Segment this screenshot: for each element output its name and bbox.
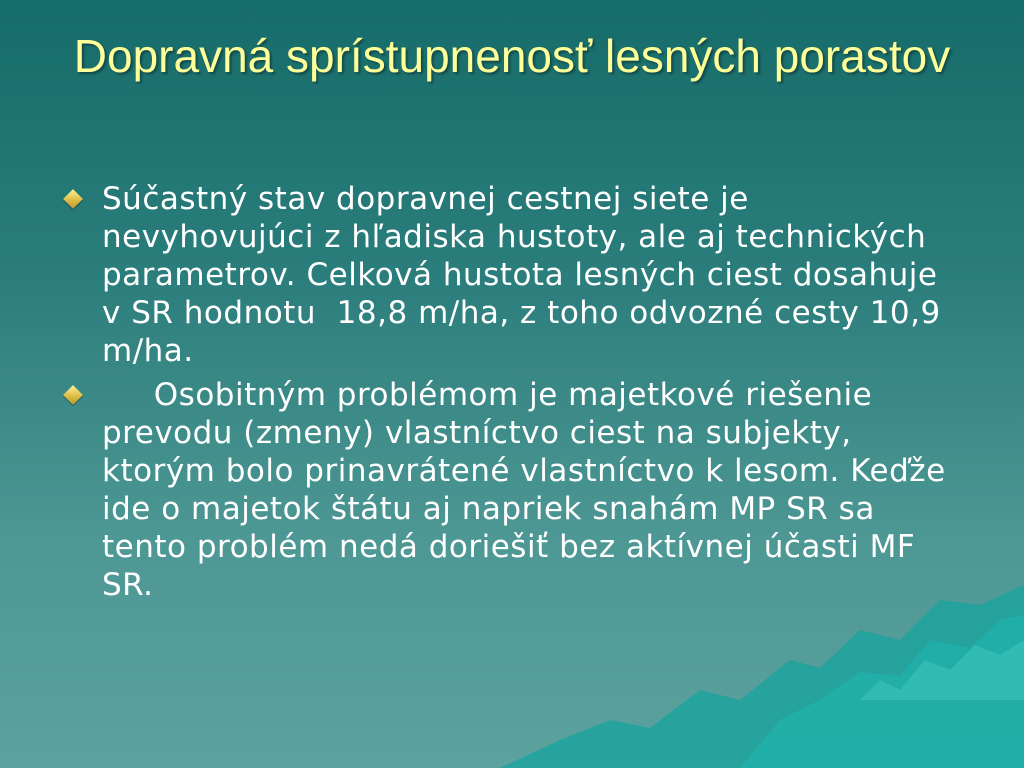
bullet-item-1 (62, 180, 962, 370)
bullet-item-2 (62, 376, 962, 604)
bullet-text-1: Súčastný stav dopravnej cestnej siete je nevyhovujúci z hľadiska hustoty, ale aj technických parametrov. Celková hustota lesných ciest dosahuje v SR hodnotu 18,8 m/ha, z toho odvozné cesty 10,9 m/ha. (102, 181, 952, 369)
diamond-bullet-icon (63, 385, 83, 405)
bullet-list (62, 180, 962, 610)
bullet-text-2: Osobitným problémom je majetkové riešenie prevodu (zmeny) vlastníctvo ciest na subjekty, ktorým bolo prinavrátené vlastníctvo k lesom. Keďže ide o majetok štátu aj napriek snahám MP SR sa tento problém nedá doriešiť bez aktívnej účasti MF SR. (102, 377, 956, 603)
diamond-bullet-icon (63, 189, 83, 209)
slide-title: Dopravná sprístupnenosť lesných porastov (73, 30, 951, 82)
